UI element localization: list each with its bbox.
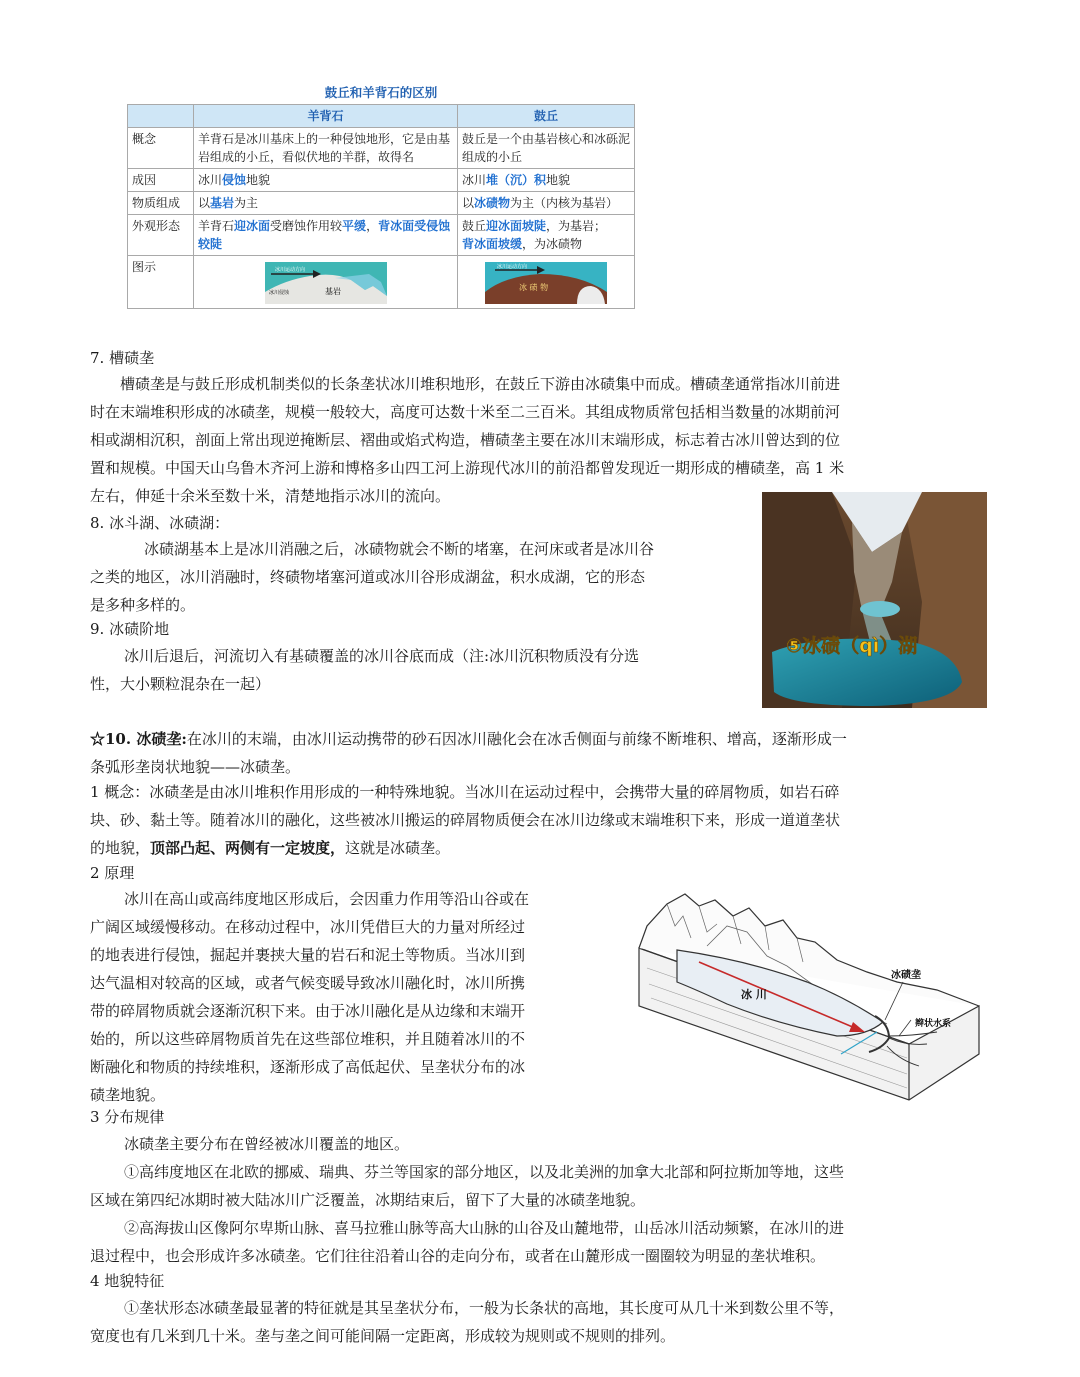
row-label-material: 物质组成 [128, 192, 194, 215]
diagram-glacier-label: 冰 川 [741, 988, 767, 1001]
roche-moutonnee-figure [265, 262, 387, 304]
s10-concept [90, 778, 992, 862]
s10-principle-line: 达气温相对较高的区域，或者气候变暖导致冰川融化时，冰川所携 [90, 974, 526, 992]
s9-line: 性，大小颗粒混杂在一起） [90, 675, 271, 693]
s10-features-body [90, 1294, 992, 1350]
section-8-body [90, 535, 750, 619]
cell-form-a: 羊背石迎冰面受磨蚀作用较平缓，背冰面受侵蚀较陡 [194, 215, 458, 256]
section-9-body [90, 642, 750, 698]
s10-principle-body [90, 885, 622, 1109]
s8-line: 之类的地区，冰川消融时，终碛物堵塞河道或冰川谷形成湖盆，积水成湖，它的形态 [90, 568, 646, 586]
s10-intro-line2: 条弧形垄岗状地貌——冰碛垄。 [90, 758, 301, 776]
section-7-heading: 7. 槽碛垄 [90, 349, 155, 367]
s10-concept-line: 块、砂、黏土等。随着冰川的融化，这些被冰川搬运的碎屑物质便会在冰川边缘或末端堆积下来，形成一道道垄状 [90, 811, 841, 829]
s10-principle-heading: 2 原理 [90, 864, 135, 882]
s10-principle-line: 碛垄地貌。 [90, 1086, 166, 1104]
section-10-heading: ☆10. 冰碛垄: [90, 730, 187, 748]
fig-a-arrow-text: 冰川运动方向 [274, 267, 305, 273]
table-row [128, 215, 635, 256]
section-7-body [90, 370, 992, 510]
s10-features-line: ①垄状形态冰碛垄最显著的特征就是其呈垄状分布，一般为长条状的高地，其长度可从几十米到数公里不等， [124, 1299, 845, 1317]
row-label-concept: 概念 [128, 128, 194, 169]
s7-line: 置和规模。中国天山乌鲁木齐河上游和博格多山四工河上游现代冰川的前沿都曾发现近一期形成的槽碛垄，高 1 米 [90, 459, 845, 477]
row-label-form: 外观形态 [128, 215, 194, 256]
cell-origin-b: 冰川堆（沉）积地貌 [458, 169, 635, 192]
s10-features-line: 宽度也有几米到几十米。垄与垄之间可能间隔一定距离，形成较为规则或不规则的排列。 [90, 1327, 676, 1345]
diagram-moraine-label: 冰碛垄 [891, 970, 921, 981]
s10-distribution-line: 区域在第四纪冰期时被大陆冰川广泛覆盖，冰期结束后，留下了大量的冰碛垄地貌。 [90, 1191, 646, 1209]
s10-distribution-heading: 3 分布规律 [90, 1108, 165, 1126]
s7-line: 时在末端堆积形成的冰碛垄，规模一般较大，高度可达数十米至二三百米。其组成物质常包括相当数量的冰期前河 [90, 403, 841, 421]
cell-figure-b [458, 256, 635, 309]
table-row [128, 192, 635, 215]
s10-principle-line: 的地表进行侵蚀，掘起并裹挟大量的岩石和泥土等物质。当冰川到 [90, 946, 526, 964]
s10-concept-line-end: 这就是冰碛垄。 [345, 839, 451, 857]
s10-features-heading: 4 地貌特征 [90, 1272, 165, 1290]
section-10-intro [90, 725, 992, 781]
s10-principle-line: 带的碎屑物质就会逐渐沉积下来。由于冰川融化是从边缘和末端开 [90, 1002, 526, 1020]
s10-distribution-line: ①高纬度地区在北欧的挪威、瑞典、芬兰等国家的部分地区，以及北美洲的加拿大北部和阿拉斯加等地，这些 [124, 1163, 845, 1181]
comparison-table-block [127, 82, 635, 309]
s10-principle-line: 广阔区域缓慢移动。在移动过程中，冰川凭借巨大的力量对所经过 [90, 918, 526, 936]
s10-intro-text: 在冰川的末端，由冰川运动携带的砂石因冰川融化会在冰舌侧面与前缘不断堆积、增高，逐渐形成一 [186, 730, 847, 748]
s10-concept-emphasis: 顶部凸起、两侧有一定坡度， [150, 839, 346, 857]
fig-a-side-label: 冰川侵蚀 [268, 290, 289, 296]
s8-line: 是多种多样的。 [90, 596, 196, 614]
s10-principle-line: 冰川在高山或高纬度地区形成后，会因重力作用等沿山谷或在 [124, 890, 530, 908]
glacier-moraine-diagram [637, 886, 981, 1102]
s10-concept-line: 1 概念：冰碛垄是由冰川堆积作用形成的一种特殊地貌。当冰川在运动过程中，会携带大量的碎屑物质，如岩石碎 [90, 783, 840, 801]
cell-material-b: 以冰碛物为主（内核为基岩） [458, 192, 635, 215]
cell-form-b: 鼓丘迎冰面坡陡，为基岩； 背冰面坡缓，为冰碛物 [458, 215, 635, 256]
table-row [128, 256, 635, 309]
s10-concept-line: 的地貌， [90, 839, 151, 857]
s7-line: 左右，伸延十余米至数十米，清楚地指示冰川的流向。 [90, 487, 451, 505]
header-drumlin: 鼓丘 [458, 105, 635, 128]
s7-line: 槽碛垄是与鼓丘形成机制类似的长条垄状冰川堆积地形，在鼓丘下游由冰碛集中而成。槽碛垄通常指冰川前进 [120, 375, 841, 393]
header-roche-moutonnee: 羊背石 [194, 105, 458, 128]
s9-line: 冰川后退后，河流切入有基碛覆盖的冰川谷底而成（注:冰川沉积物质没有分选 [124, 647, 640, 665]
header-empty [128, 105, 194, 128]
table-row [128, 169, 635, 192]
drumlin-figure [485, 262, 607, 304]
fig-b-arrow-text: 冰川运动方向 [497, 264, 528, 270]
photo-caption: ⑤冰碛（qì）湖 [786, 635, 918, 657]
cell-concept-a: 羊背石是冰川基床上的一种侵蚀地形，它是由基岩组成的小丘，看似伏地的羊群，故得名 [194, 128, 458, 169]
section-8-heading: 8. 冰斗湖、冰碛湖： [90, 514, 230, 532]
cell-figure-a [194, 256, 458, 309]
row-label-figure: 图示 [128, 256, 194, 309]
fig-a-rock-label: 基岩 [324, 287, 341, 296]
diagram-braided-label: 辫状水系 [915, 1019, 952, 1029]
s7-line: 相或湖相沉积，剖面上常出现逆掩断层、褶曲或焰式构造，槽碛垄主要在冰川末端形成，标志着古冰川曾达到的位 [90, 431, 841, 449]
table-row [128, 128, 635, 169]
s10-distribution-line: ②高海拔山区像阿尔卑斯山脉、喜马拉雅山脉等高大山脉的山谷及山麓地带，山岳冰川活动频繁，在冰川的进 [124, 1219, 845, 1237]
s10-distribution-line: 退过程中，也会形成许多冰碛垄。它们往往沿着山谷的走向分布，或者在山麓形成一圈圈较为明显的垄状堆积。 [90, 1247, 826, 1265]
s10-distribution-body [90, 1130, 992, 1270]
row-label-origin: 成因 [128, 169, 194, 192]
s8-line: 冰碛湖基本上是冰川消融之后，冰碛物就会不断的堵塞，在河床或者是冰川谷 [144, 540, 655, 558]
table-header-row [128, 105, 635, 128]
cell-material-a: 以基岩为主 [194, 192, 458, 215]
s10-principle-line: 始的，所以这些碎屑物质首先在这些部位堆积，并且随着冰川的不 [90, 1030, 526, 1048]
comparison-table [127, 104, 635, 309]
moraine-lake-photo [762, 492, 987, 708]
cell-origin-a: 冰川侵蚀地貌 [194, 169, 458, 192]
table-title: 鼓丘和羊背石的区别 [324, 85, 438, 100]
section-9-heading: 9. 冰碛阶地 [90, 620, 170, 638]
s10-distribution-line: 冰碛垄主要分布在曾经被冰川覆盖的地区。 [124, 1135, 410, 1153]
fig-b-label: 冰 碛 物 [519, 283, 549, 292]
cell-concept-b: 鼓丘是一个由基岩核心和冰砾泥组成的小丘 [458, 128, 635, 169]
s10-principle-line: 断融化和物质的持续堆积，逐渐形成了高低起伏、呈垄状分布的冰 [90, 1058, 526, 1076]
